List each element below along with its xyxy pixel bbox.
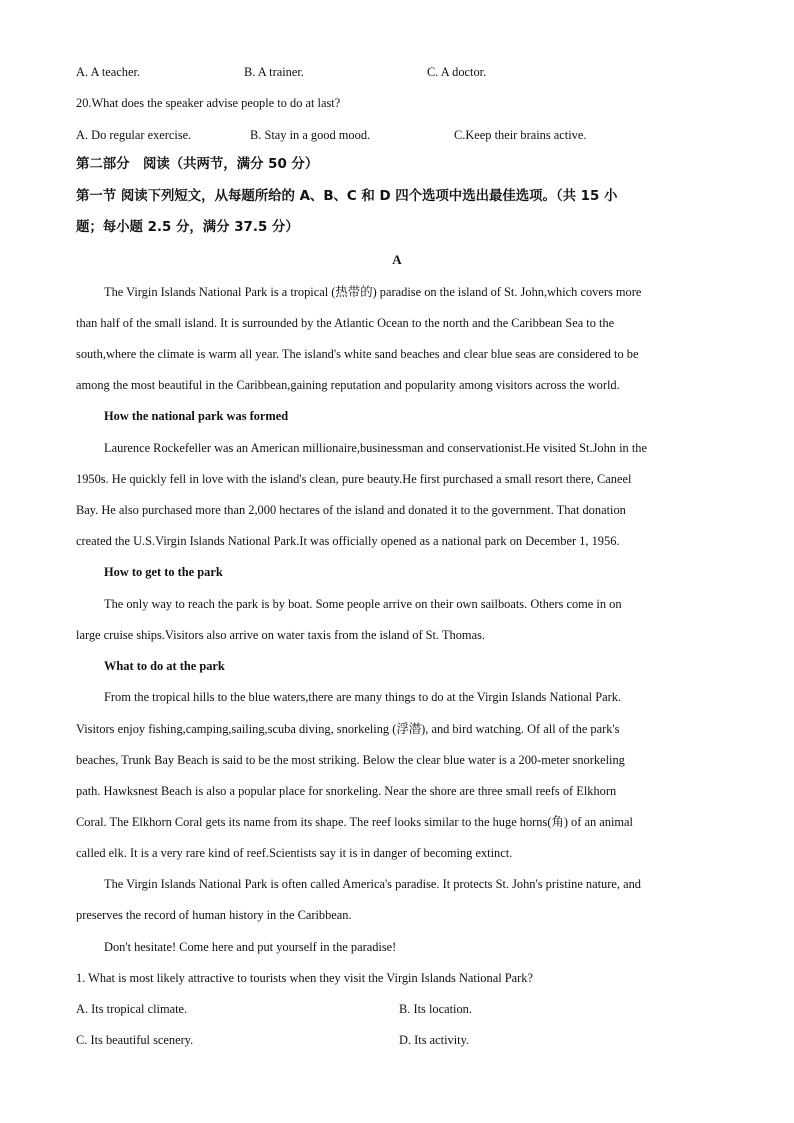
section1-instruction-line2: 题；每小题 2.5 分，满分 37.5 分） <box>76 220 299 235</box>
q19-option-a: A. A teacher. <box>76 65 140 79</box>
q19-option-b: B. A trainer. <box>244 65 304 79</box>
q20-option-c: C.Keep their brains active. <box>454 128 587 142</box>
paragraph-line: than half of the small island. It is surrounded by the Atlantic Ocean to the north and the Caribbean Sea to the <box>76 316 615 330</box>
subheading-formed: How the national park was formed <box>104 409 289 423</box>
q20-option-a: A. Do regular exercise. <box>76 128 192 142</box>
q19-option-c: C. A doctor. <box>427 65 487 79</box>
q1-option-b: B. Its location. <box>399 1002 472 1016</box>
paragraph-line: created the U.S.Virgin Islands National Park.It was officially opened as a national park on December 1, 1956. <box>76 534 620 548</box>
subheading-what-to-do: What to do at the park <box>104 659 225 673</box>
paragraph-line: Don't hesitate! Come here and put yourself in the paradise! <box>104 940 397 954</box>
paragraph-line: 1950s. He quickly fell in love with the island's clean, pure beauty.He first purchased a small resort there, Caneel <box>76 472 632 486</box>
paragraph-line: Laurence Rockefeller was an American millionaire,businessman and conservationist.He visited St.John in the <box>104 441 647 455</box>
paragraph-line: The Virgin Islands National Park is a tropical (热带的) paradise on the island of St. John,which covers more <box>104 285 642 299</box>
q1-option-c: C. Its beautiful scenery. <box>76 1033 194 1047</box>
q20-stem: 20.What does the speaker advise people to do at last? <box>76 96 341 110</box>
paragraph-line: The Virgin Islands National Park is often called America's paradise. It protects St. John's pristine nature, and <box>104 877 641 891</box>
paragraph-line: path. Hawksnest Beach is also a popular place for snorkeling. Near the shore are three small reefs of Elkhorn <box>76 784 617 798</box>
paragraph-line: From the tropical hills to the blue waters,there are many things to do at the Virgin Islands National Park. <box>104 690 622 704</box>
subheading-get-to-park: How to get to the park <box>104 565 223 579</box>
section1-instruction-line1: 第一节 阅读下列短文，从每题所给的 A、B、C 和 D 四个选项中选出最佳选项。（共 15 小 <box>76 189 618 204</box>
paragraph-line: Bay. He also purchased more than 2,000 hectares of the island and donated it to the government. That donation <box>76 503 626 517</box>
q1-stem: 1. What is most likely attractive to tourists when they visit the Virgin Islands National Park? <box>76 971 533 985</box>
q1-option-d: D. Its activity. <box>399 1033 470 1047</box>
paragraph-line: large cruise ships.Visitors also arrive on water taxis from the island of St. Thomas. <box>76 628 485 642</box>
passage-label: A <box>392 252 402 267</box>
paragraph-line: called elk. It is a very rare kind of reef.Scientists say it is in danger of becoming extinct. <box>76 846 513 860</box>
paragraph-line: south,where the climate is warm all year. The island's white sand beaches and clear blue seas are considered to be <box>76 347 639 361</box>
part2-title: 第二部分 阅读（共两节，满分 50 分） <box>76 157 319 172</box>
paragraph-line: The only way to reach the park is by boat. Some people arrive on their own sailboats. Others come in on <box>104 597 622 611</box>
paragraph-line: Coral. The Elkhorn Coral gets its name from its shape. The reef looks similar to the huge horns(角) of an animal <box>76 815 633 829</box>
paragraph-line: among the most beautiful in the Caribbean,gaining reputation and popularity among visitors across the world. <box>76 378 620 392</box>
paragraph-line: preserves the record of human history in the Caribbean. <box>76 908 352 922</box>
paragraph-line: beaches, Trunk Bay Beach is said to be the most striking. Below the clear blue water is a 200-meter snorkeling <box>76 753 625 767</box>
q20-option-b: B. Stay in a good mood. <box>250 128 371 142</box>
q1-option-a: A. Its tropical climate. <box>76 1002 188 1016</box>
paragraph-line: Visitors enjoy fishing,camping,sailing,scuba diving, snorkeling (浮潜), and bird watching. Of all of the park's <box>76 722 620 736</box>
